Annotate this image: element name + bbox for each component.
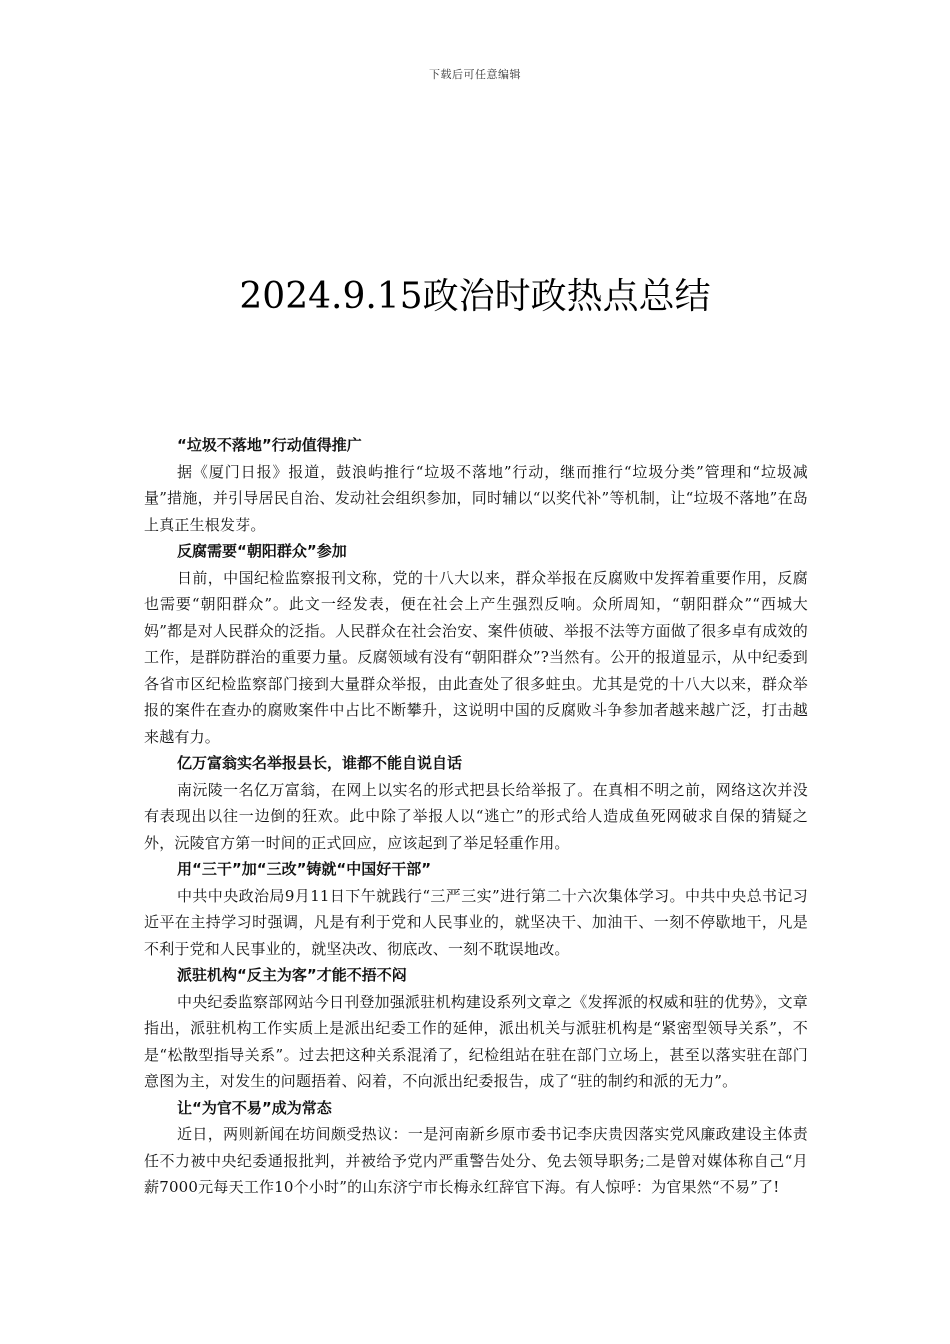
section-paragraph: 据《厦门日报》报道，鼓浪屿推行“垃圾不落地”行动，继而推行“垃圾分类”管理和“垃圾减量”措施，并引导居民自治、发动社会组织参加，同时辅以“以奖代补”等机制，让“垃圾不落地”在岛上真正生根发芽。 — [144, 462, 808, 534]
section-officials-not-easy — [144, 1095, 808, 1201]
section-paragraph: 中共中央政治局9月11日下午就践行“三严三实”进行第二十六次集体学习。中共中央总书记习近平在主持学习时强调，凡是有利于党和人民事业的，就坚决干、加油干、一刻不停歇地干，凡是不利于党和人民事业的，就坚决改、彻底改、一刻不耽误地改。 — [144, 886, 808, 958]
section-paragraph: 中央纪委监察部网站今日刊登加强派驻机构建设系列文章之《发挥派的权威和驻的优势》，文章指出，派驻机构工作实质上是派出纪委工作的延伸，派出机关与派驻机构是“紧密型领导关系”，不是“松散型指导关系”。过去把这种关系混淆了，纪检组站在驻在部门立场上，甚至以落实驻在部门意图为主，对发生的问题捂着、闷着，不向派出纪委报告，成了“驻的制约和派的无力”。 — [144, 992, 808, 1090]
section-heading: 派驻机构“反主为客”才能不捂不闷 — [177, 966, 407, 984]
section-good-cadres — [144, 856, 808, 962]
section-anticorruption — [144, 538, 808, 750]
section-paragraph: 日前，中国纪检监察报刊文称，党的十八大以来，群众举报在反腐败中发挥着重要作用，反腐也需要“朝阳群众”。此文一经发表，便在社会上产生强烈反响。众所周知，“朝阳群众”“西城大妈”都是对人民群众的泛指。人民群众在社会治安、案件侦破、举报不法等方面做了很多卓有成效的工作，是群防群治的重要力量。反腐领域有没有“朝阳群众”?当然有。公开的报道显示，从中纪委到各省市区纪检监察部门接到大量群众举报，由此查处了很多蛀虫。尤其是党的十八大以来，群众举报的案件在查办的腐败案件中占比不断攀升，这说明中国的反腐败斗争参加者越来越广泛，打击越来越有力。 — [144, 568, 808, 746]
section-paragraph: 南沅陵一名亿万富翁，在网上以实名的形式把县长给举报了。在真相不明之前，网络这次并没有表现出以往一边倒的狂欢。此中除了举报人以“逃亡”的形式给人造成鱼死网破求自保的猜疑之外，沅陵官方第一时间的正式回应，应该起到了举足轻重作用。 — [144, 780, 808, 852]
section-paragraph: 近日，两则新闻在坊间颇受热议：一是河南新乡原市委书记李庆贵因落实党风廉政建设主体责任不力被中央纪委通报批判，并被给予党内严重警告处分、免去领导职务;二是曾对媒体称自己“月薪7000元每天工作10个小时”的山东济宁市长梅永红辞官下海。有人惊呼：为官果然“不易”了! — [144, 1125, 808, 1196]
section-heading: “垃圾不落地”行动值得推广 — [177, 436, 362, 454]
section-heading: 用“三干”加“三改”铸就“中国好干部” — [177, 860, 432, 878]
section-garbage — [144, 432, 808, 538]
section-billionaire-report — [144, 750, 808, 856]
section-heading: 让“为官不易”成为常态 — [177, 1098, 332, 1117]
section-heading: 反腐需要“朝阳群众”参加 — [177, 542, 347, 560]
section-heading: 亿万富翁实名举报县长，谁都不能自说自话 — [177, 754, 463, 772]
document-title: 2024.9.15政治时政热点总结 — [239, 276, 711, 317]
document-body — [144, 432, 808, 1201]
section-stationed-agencies — [144, 962, 808, 1095]
header-note: 下载后可任意编辑 — [429, 68, 521, 81]
